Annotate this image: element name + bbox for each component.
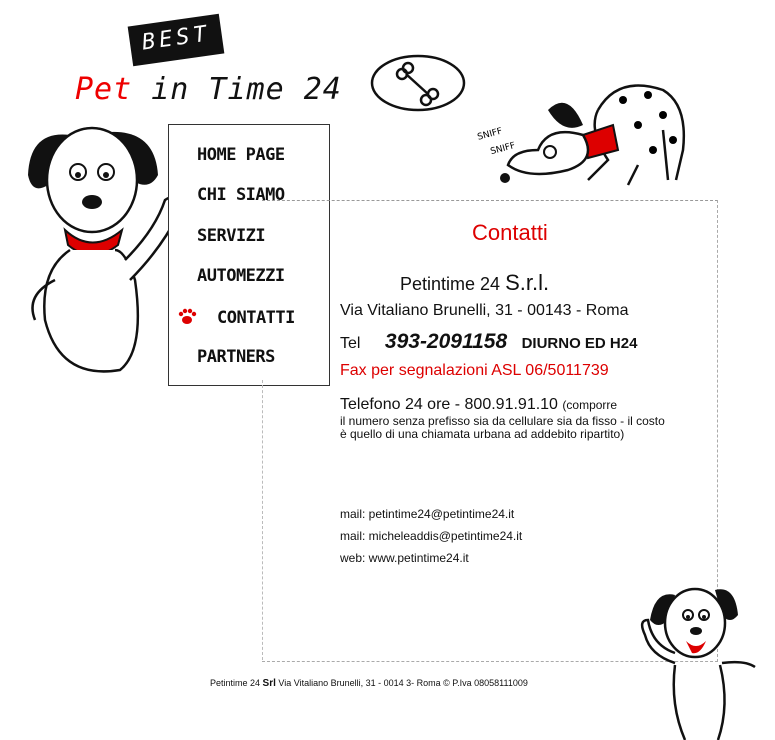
site-logo[interactable] — [75, 72, 342, 107]
phone-24h — [340, 398, 670, 412]
footer-srl: Srl — [262, 678, 276, 689]
bone-icon — [397, 63, 438, 105]
company-name — [400, 270, 549, 296]
logo-rest-text: in Time 24 — [151, 72, 342, 107]
phone24-label: Telefono 24 ore - — [340, 396, 461, 413]
waving-dog-illustration — [630, 575, 765, 740]
menu-item-home[interactable]: HOME PAGE — [197, 145, 285, 165]
menu-item-partners[interactable]: PARTNERS — [197, 347, 275, 367]
tel-number: 393-2091158 — [384, 330, 508, 353]
footer — [210, 678, 528, 689]
pointing-dog-illustration — [10, 120, 185, 390]
phone24-note: (comporre — [562, 398, 618, 412]
logo-best-text: BEST — [140, 21, 213, 56]
fax-line: Fax per segnalazioni ASL 06/5011739 — [340, 362, 609, 379]
telephone-row — [340, 330, 637, 354]
mail-link-2[interactable]: mail: micheleaddis@petintime24.it — [340, 529, 523, 543]
paw-icon — [177, 308, 197, 326]
sniff-text-2: SNIFF — [489, 140, 517, 158]
web-link[interactable]: web: www.petintime24.it — [340, 551, 469, 565]
contact-links — [340, 503, 522, 569]
bone-thought-bubble — [368, 52, 468, 114]
mail-link-1[interactable]: mail: petintime24@petintime24.it — [340, 507, 515, 521]
phone24-number: 800.91.91.10 — [464, 396, 558, 413]
phone24-description: il numero senza prefisso sia da cellulare sia da fisso - il costo è quello di una chiamata urbana ad addebito ripartito) — [340, 414, 665, 441]
menu-item-contatti[interactable]: CONTATTI — [217, 308, 295, 328]
sniffing-dog-illustration — [476, 70, 693, 190]
footer-address: Via Vitaliano Brunelli, 31 - 0014 3- Roma © P.Iva 08058111009 — [278, 678, 528, 688]
company-name-text: Petintime 24 — [400, 274, 501, 294]
footer-name: Petintime 24 — [210, 678, 261, 688]
sniff-text-1: SNIFF — [476, 126, 504, 143]
menu-item-automezzi[interactable]: AUTOMEZZI — [197, 266, 285, 286]
tel-label: Tel — [340, 335, 361, 352]
logo-best-badge — [128, 14, 225, 66]
page-title: Contatti — [472, 220, 548, 245]
menu-item-servizi[interactable]: SERVIZI — [197, 226, 266, 246]
tel-note: DIURNO ED H24 — [521, 335, 638, 352]
content-frame-left-edge — [262, 380, 263, 660]
company-address: Via Vitaliano Brunelli, 31 - 00143 - Roma — [340, 302, 629, 319]
menu-item-chi-siamo[interactable]: CHI SIAMO — [197, 185, 285, 205]
logo-pet-text: Pet — [75, 72, 133, 107]
company-srl: S.r.l. — [505, 270, 550, 295]
